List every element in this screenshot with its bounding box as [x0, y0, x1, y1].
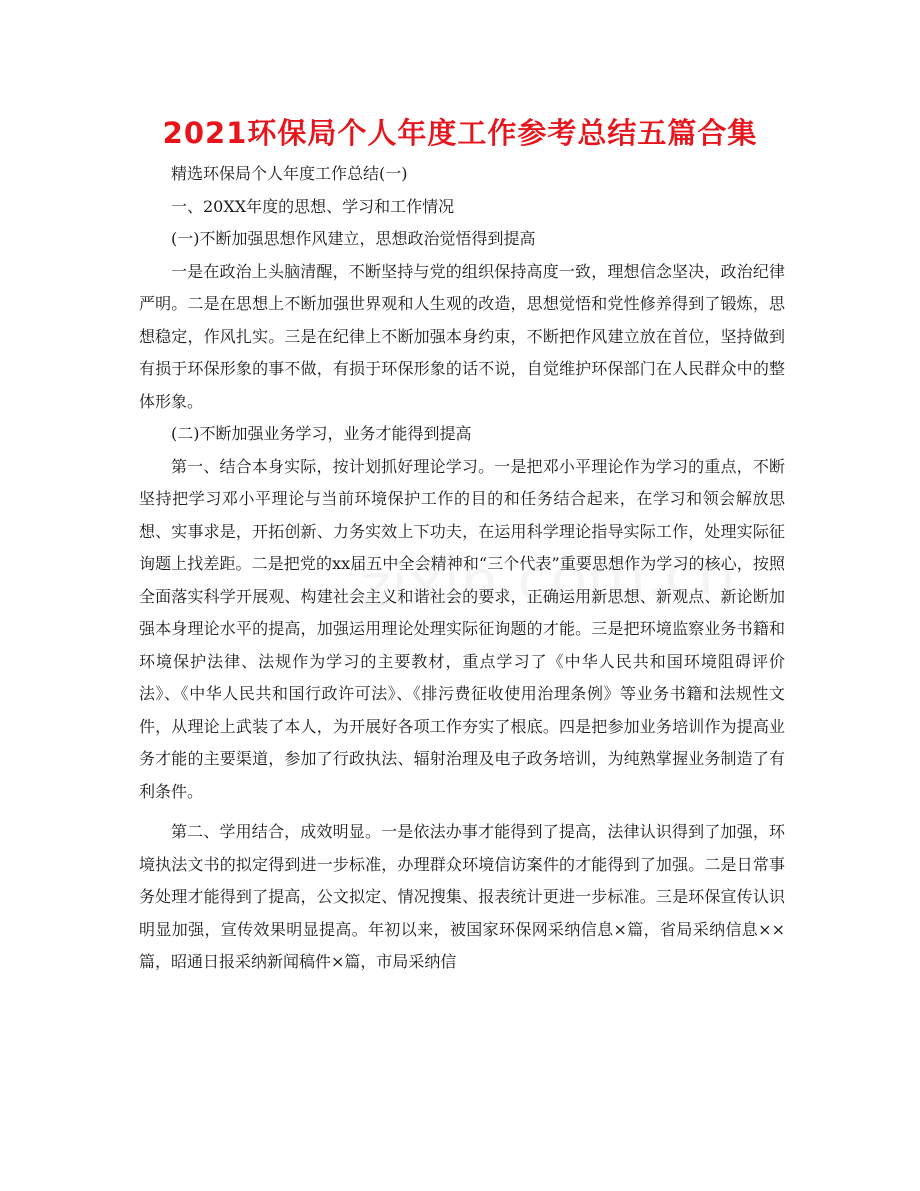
section-subtitle: 精选环保局个人年度工作总结(一): [171, 164, 408, 183]
subsection-heading: (二)不断加强业务学习，业务才能得到提高: [171, 424, 472, 443]
subsection-heading: (一)不断加强思想作风建立，思想政治觉悟得到提高: [171, 229, 536, 248]
document-title: 2021环保局个人年度工作参考总结五篇合集: [162, 116, 758, 150]
document-body: [139, 158, 785, 979]
body-paragraph: 一是在政治上头脑清醒，不断坚持与党的组织保持高度一致，理想信念坚决，政治纪律严明。二是在思想上不断加强世界观和人生观的改造，思想觉悟和党性修养得到了锻炼，思想稳定，作风扎实。三是在纪律上不断加强本身约束，不断把作风建立放在首位，坚持做到有损于环保形象的事不做，有损于环保形象的话不说，自觉维护环保部门在人民群众中的整体形象。: [139, 261, 785, 411]
section-heading: 一、20XX年度的思想、学习和工作情况: [171, 196, 455, 216]
body-paragraph: 第一、结合本身实际，按计划抓好理论学习。一是把邓小平理论作为学习的重点，不断坚持把学习邓小平理论与当前环境保护工作的目的和任务结合起来，在学习和领会解放思想、实事求是，开拓创新、力务实效上下功夫，在运用科学理论指导实际工作，处理实际征询题上找差距。二是把党的xx届五中全会精神和“三个代表”重要思想作为学习的核心，按照全面落实科学开展观、构建社会主义和谐社会的要求，正确运用新思想、新观点、新论断加强本身理论水平的提高，加强运用理论处理实际征询题的才能。三是把环境监察业务书籍和环境保护法律、法规作为学习的主要教材，重点学习了《中华人民共和国环境阻碍评价法》、《中华人民共和国行政许可法》、《排污费征收使用治理条例》等业务书籍和法规性文件，从理论上武装了本人，为开展好各项工作夯实了根底。四是把参加业务培训作为提高业务才能的主要渠道，参加了行政执法、辐射治理及电子政务培训，为纯熟掌握业务制造了有利条件。: [139, 456, 785, 801]
body-paragraph: 第二、学用结合，成效明显。一是依法办事才能得到了提高，法律认识得到了加强，环境执法文书的拟定得到进一步标准，办理群众环境信访案件的才能得到了加强。二是日常事务处理才能得到了提高，公文拟定、情况搜集、报表统计更进一步标准。三是环保宣传认识明显加强，宣传效果明显提高。年初以来，被国家环保网采纳信息×篇，省局采纳信息××篇，昭通日报采纳新闻稿件×篇，市局采纳信: [139, 822, 785, 971]
